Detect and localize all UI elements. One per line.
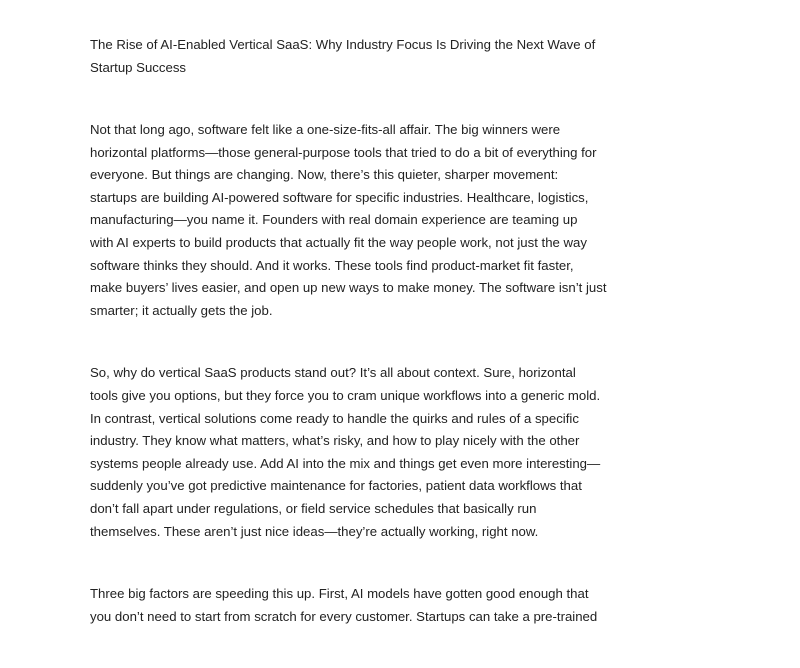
text-line: make buyers’ lives easier, and open up new ways to make money. The software isn’t just (90, 280, 607, 296)
text-line: manufacturing—you name it. Founders with real domain experience are teaming up (90, 212, 578, 228)
text-line: In contrast, vertical solutions come ready to handle the quirks and rules of a specific (90, 410, 579, 426)
text-line: everyone. But things are changing. Now, there’s this quieter, sharper movement: (90, 167, 559, 183)
text-line: horizontal platforms—those general-purpose tools that tried to do a bit of everything for (90, 144, 597, 160)
document-title (90, 34, 670, 79)
text-line: Not that long ago, software felt like a one-size-fits-all affair. The big winners were (90, 122, 561, 137)
text-line: themselves. These aren’t just nice ideas—they’re actually working, right now. (90, 523, 539, 539)
text-line: with AI experts to build products that actually fit the way people work, not just the way (90, 234, 587, 250)
text-line: So, why do vertical SaaS products stand out? It’s all about context. Sure, horizontal (90, 365, 576, 381)
text-line: you don’t need to start from scratch for every customer. Startups can take a pre-trained (90, 608, 598, 624)
paragraph-3 (90, 583, 670, 628)
text-line: startups are building AI-powered software for specific industries. Healthcare, logistics, (90, 189, 589, 205)
text-line: tools give you options, but they force you to cram unique workflows into a generic mold. (90, 387, 601, 403)
text-line: Three big factors are speeding this up. First, AI models have gotten good enough that (90, 586, 589, 602)
text-line: industry. They know what matters, what’s risky, and how to play nicely with the other (90, 433, 580, 449)
title-line: Startup Success (90, 59, 187, 75)
paragraph-1 (90, 119, 670, 322)
text-line: suddenly you’ve got predictive maintenance for factories, patient data workflows that (90, 478, 582, 494)
text-line: software thinks they should. And it works. These tools find product-market fit faster, (90, 257, 574, 273)
text-line: don’t fall apart under regulations, or field service schedules that basically run (90, 500, 537, 516)
document-body (90, 34, 670, 668)
title-line: The Rise of AI-Enabled Vertical SaaS: Why Industry Focus Is Driving the Next Wave of (90, 37, 596, 52)
text-line: systems people already use. Add AI into the mix and things get even more interesting— (90, 455, 601, 471)
paragraph-2 (90, 362, 670, 543)
text-line: smarter; it actually gets the job. (90, 302, 273, 318)
